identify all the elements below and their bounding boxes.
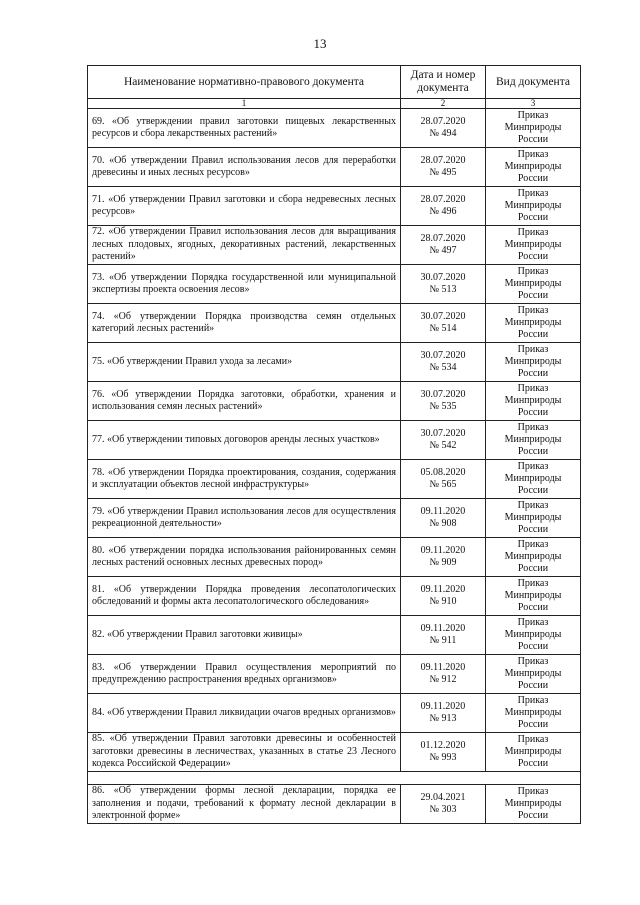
kind-line: России [517, 446, 549, 457]
document-name: 69. «Об утверждении правил заготовки пищевых лекарственных ресурсов и сбора лекарственных растений» [88, 109, 401, 148]
table-row [88, 148, 581, 187]
document-date: 30.07.2020 [420, 428, 466, 439]
kind-line: Минприроды [504, 122, 562, 133]
table-row [88, 694, 581, 733]
table-row [88, 655, 581, 694]
document-name: 83. «Об утверждении Правил осуществления мероприятий по предупреждению распространения вредных организмов» [88, 655, 401, 694]
kind-line: Приказ [517, 305, 549, 316]
document-date: 09.11.2020 [420, 506, 466, 517]
kind-line: России [517, 563, 549, 574]
document-date: 09.11.2020 [420, 545, 466, 556]
kind-line: России [517, 173, 549, 184]
document-date: 28.07.2020 [420, 155, 466, 166]
column-number: 2 [401, 99, 486, 109]
kind-line: Минприроды [504, 668, 562, 679]
table-row [88, 499, 581, 538]
document-kind [486, 460, 581, 499]
document-name: 75. «Об утверждении Правил ухода за лесами» [88, 343, 401, 382]
document-date-number [401, 382, 486, 421]
document-number: № 535 [429, 401, 457, 412]
document-date-number [401, 733, 486, 772]
kind-line: Приказ [517, 734, 549, 745]
kind-line: России [517, 485, 549, 496]
document-kind [486, 694, 581, 733]
document-number: № 912 [429, 674, 457, 685]
table-header-row [88, 66, 581, 99]
column-number: 1 [88, 99, 401, 109]
document-name: 70. «Об утверждении Правил использования лесов для переработки древесины и иных лесных ресурсов» [88, 148, 401, 187]
document-number: № 565 [429, 479, 457, 490]
document-date: 01.12.2020 [420, 740, 466, 751]
kind-line: Минприроды [504, 161, 562, 172]
kind-line: Приказ [517, 188, 549, 199]
document-kind [486, 382, 581, 421]
document-name: 85. «Об утверждении Правил заготовки древесины и особенностей заготовки древесины в лесничествах, указанных в статье 23 Лесного кодекса Российской Федерации» [88, 733, 401, 772]
table-row [88, 733, 581, 772]
kind-line: России [517, 134, 549, 145]
table-row [88, 226, 581, 265]
document-number: № 913 [429, 713, 457, 724]
header-document-name: Наименование нормативно-правового документа [88, 66, 401, 99]
document-date: 30.07.2020 [420, 311, 466, 322]
document-date-number [401, 577, 486, 616]
kind-line: Минприроды [504, 239, 562, 250]
document-date-number [401, 460, 486, 499]
table-row [88, 616, 581, 655]
document-number: № 514 [429, 323, 457, 334]
document-date-number [401, 148, 486, 187]
document-name: 81. «Об утверждении Порядка проведения лесопатологических обследований и формы акта лесопатологического обследования» [88, 577, 401, 616]
table-row [88, 538, 581, 577]
kind-line: Минприроды [504, 629, 562, 640]
document-date-number [401, 616, 486, 655]
kind-line: Приказ [517, 227, 549, 238]
document-date: 30.07.2020 [420, 389, 466, 400]
kind-line: России [517, 758, 549, 769]
column-number: 3 [486, 99, 581, 109]
document-number: № 513 [429, 284, 457, 295]
kind-line: России [517, 368, 549, 379]
document-date-number [401, 421, 486, 460]
document-kind [486, 304, 581, 343]
document-date: 09.11.2020 [420, 701, 466, 712]
kind-line: Минприроды [504, 590, 562, 601]
kind-line: России [517, 641, 549, 652]
document-date-number [401, 109, 486, 148]
header-document-kind: Вид документа [486, 66, 581, 99]
document-kind [486, 538, 581, 577]
document-number: № 495 [429, 167, 457, 178]
kind-line: России [517, 680, 549, 691]
table-row [88, 382, 581, 421]
kind-line: Минприроды [504, 434, 562, 445]
document-kind [486, 499, 581, 538]
document-date: 28.07.2020 [420, 233, 466, 244]
table-row [88, 460, 581, 499]
kind-line: России [517, 212, 549, 223]
kind-line: Приказ [517, 617, 549, 628]
kind-line: России [517, 329, 549, 340]
document-name: 72. «Об утверждении Правил использования лесов для выращивания лесных плодовых, ягодных, декоративных растений, лекарственных растений» [88, 226, 401, 265]
kind-line: России [517, 251, 549, 262]
gap-cell [88, 772, 581, 785]
kind-line: России [517, 719, 549, 730]
document-number: № 542 [429, 440, 457, 451]
document-date: 28.07.2020 [420, 194, 466, 205]
document-name: 78. «Об утверждении Порядка проектирования, создания, содержания и эксплуатации объектов лесной инфраструктуры» [88, 460, 401, 499]
document-kind [486, 785, 581, 824]
kind-line: Приказ [517, 461, 549, 472]
table-gap [88, 772, 581, 785]
kind-line: Минприроды [504, 395, 562, 406]
document-name: 80. «Об утверждении порядка использования районированных семян лесных растений основных лесных древесных пород» [88, 538, 401, 577]
document-kind [486, 733, 581, 772]
kind-line: Приказ [517, 266, 549, 277]
table-row [88, 343, 581, 382]
kind-line: России [517, 524, 549, 535]
document-number: № 303 [429, 804, 457, 815]
kind-line: Приказ [517, 695, 549, 706]
document-name: 77. «Об утверждении типовых договоров аренды лесных участков» [88, 421, 401, 460]
document-date-number [401, 187, 486, 226]
document-kind [486, 577, 581, 616]
document-date: 09.11.2020 [420, 662, 466, 673]
document-number: № 909 [429, 557, 457, 568]
header-date-number: Дата и номер документа [401, 66, 486, 99]
document-date-number [401, 265, 486, 304]
document-date-number [401, 694, 486, 733]
document-number: № 911 [429, 635, 457, 646]
page-number: 13 [313, 36, 327, 51]
kind-line: России [517, 810, 549, 821]
document-number: № 534 [429, 362, 457, 373]
kind-line: Минприроды [504, 356, 562, 367]
kind-line: Минприроды [504, 317, 562, 328]
kind-line: Приказ [517, 149, 549, 160]
document-date: 28.07.2020 [420, 116, 466, 127]
document-date: 09.11.2020 [420, 584, 466, 595]
document-number: № 497 [429, 245, 457, 256]
table-row [88, 265, 581, 304]
table-row [88, 421, 581, 460]
document-kind [486, 109, 581, 148]
kind-line: России [517, 290, 549, 301]
table-row [88, 785, 581, 824]
table-row [88, 187, 581, 226]
document-date: 09.11.2020 [420, 623, 466, 634]
document-name: 73. «Об утверждении Порядка государственной или муниципальной экспертизы проекта освоения лесов» [88, 265, 401, 304]
document-number: № 496 [429, 206, 457, 217]
kind-line: Минприроды [504, 473, 562, 484]
kind-line: Приказ [517, 422, 549, 433]
kind-line: Минприроды [504, 200, 562, 211]
document-number: № 908 [429, 518, 457, 529]
document-date-number [401, 785, 486, 824]
table-row [88, 577, 581, 616]
document-date-number [401, 304, 486, 343]
kind-line: Приказ [517, 500, 549, 511]
kind-line: Минприроды [504, 798, 562, 809]
document-date-number [401, 655, 486, 694]
table-row [88, 109, 581, 148]
document-kind [486, 421, 581, 460]
kind-line: Приказ [517, 539, 549, 550]
kind-line: России [517, 407, 549, 418]
document-number: № 993 [429, 752, 457, 763]
kind-line: Минприроды [504, 512, 562, 523]
document-kind [486, 226, 581, 265]
kind-line: Минприроды [504, 746, 562, 757]
document-kind [486, 616, 581, 655]
document-name: 71. «Об утверждении Правил заготовки и сбора недревесных лесных ресурсов» [88, 187, 401, 226]
kind-line: Минприроды [504, 707, 562, 718]
document-date-number [401, 499, 486, 538]
kind-line: Приказ [517, 578, 549, 589]
document-date: 30.07.2020 [420, 272, 466, 283]
kind-line: Приказ [517, 786, 549, 797]
kind-line: Приказ [517, 110, 549, 121]
kind-line: Приказ [517, 383, 549, 394]
document-kind [486, 187, 581, 226]
document-kind [486, 655, 581, 694]
document-date: 30.07.2020 [420, 350, 466, 361]
document-date-number [401, 343, 486, 382]
document-kind [486, 148, 581, 187]
document-kind [486, 265, 581, 304]
document-name: 84. «Об утверждении Правил ликвидации очагов вредных организмов» [88, 694, 401, 733]
document-name: 86. «Об утверждении формы лесной декларации, порядка ее заполнения и подачи, требований к формату лесной декларации в электронной форме» [88, 785, 401, 824]
document-name: 79. «Об утверждении Правил использования лесов для осуществления рекреационной деятельности» [88, 499, 401, 538]
document-name: 74. «Об утверждении Порядка производства семян отдельных категорий лесных растений» [88, 304, 401, 343]
document-date-number [401, 226, 486, 265]
document-number: № 910 [429, 596, 457, 607]
kind-line: России [517, 602, 549, 613]
column-number-row [88, 99, 581, 109]
document-date: 29.04.2021 [420, 792, 466, 803]
document-kind [486, 343, 581, 382]
document-date-number [401, 538, 486, 577]
document-name: 76. «Об утверждении Порядка заготовки, обработки, хранения и использования семян лесных растений» [88, 382, 401, 421]
kind-line: Приказ [517, 656, 549, 667]
document-date: 05.08.2020 [420, 467, 466, 478]
kind-line: Приказ [517, 344, 549, 355]
kind-line: Минприроды [504, 551, 562, 562]
document-name: 82. «Об утверждении Правил заготовки живицы» [88, 616, 401, 655]
documents-table [87, 65, 581, 824]
kind-line: Минприроды [504, 278, 562, 289]
table-row [88, 304, 581, 343]
document-number: № 494 [429, 128, 457, 139]
